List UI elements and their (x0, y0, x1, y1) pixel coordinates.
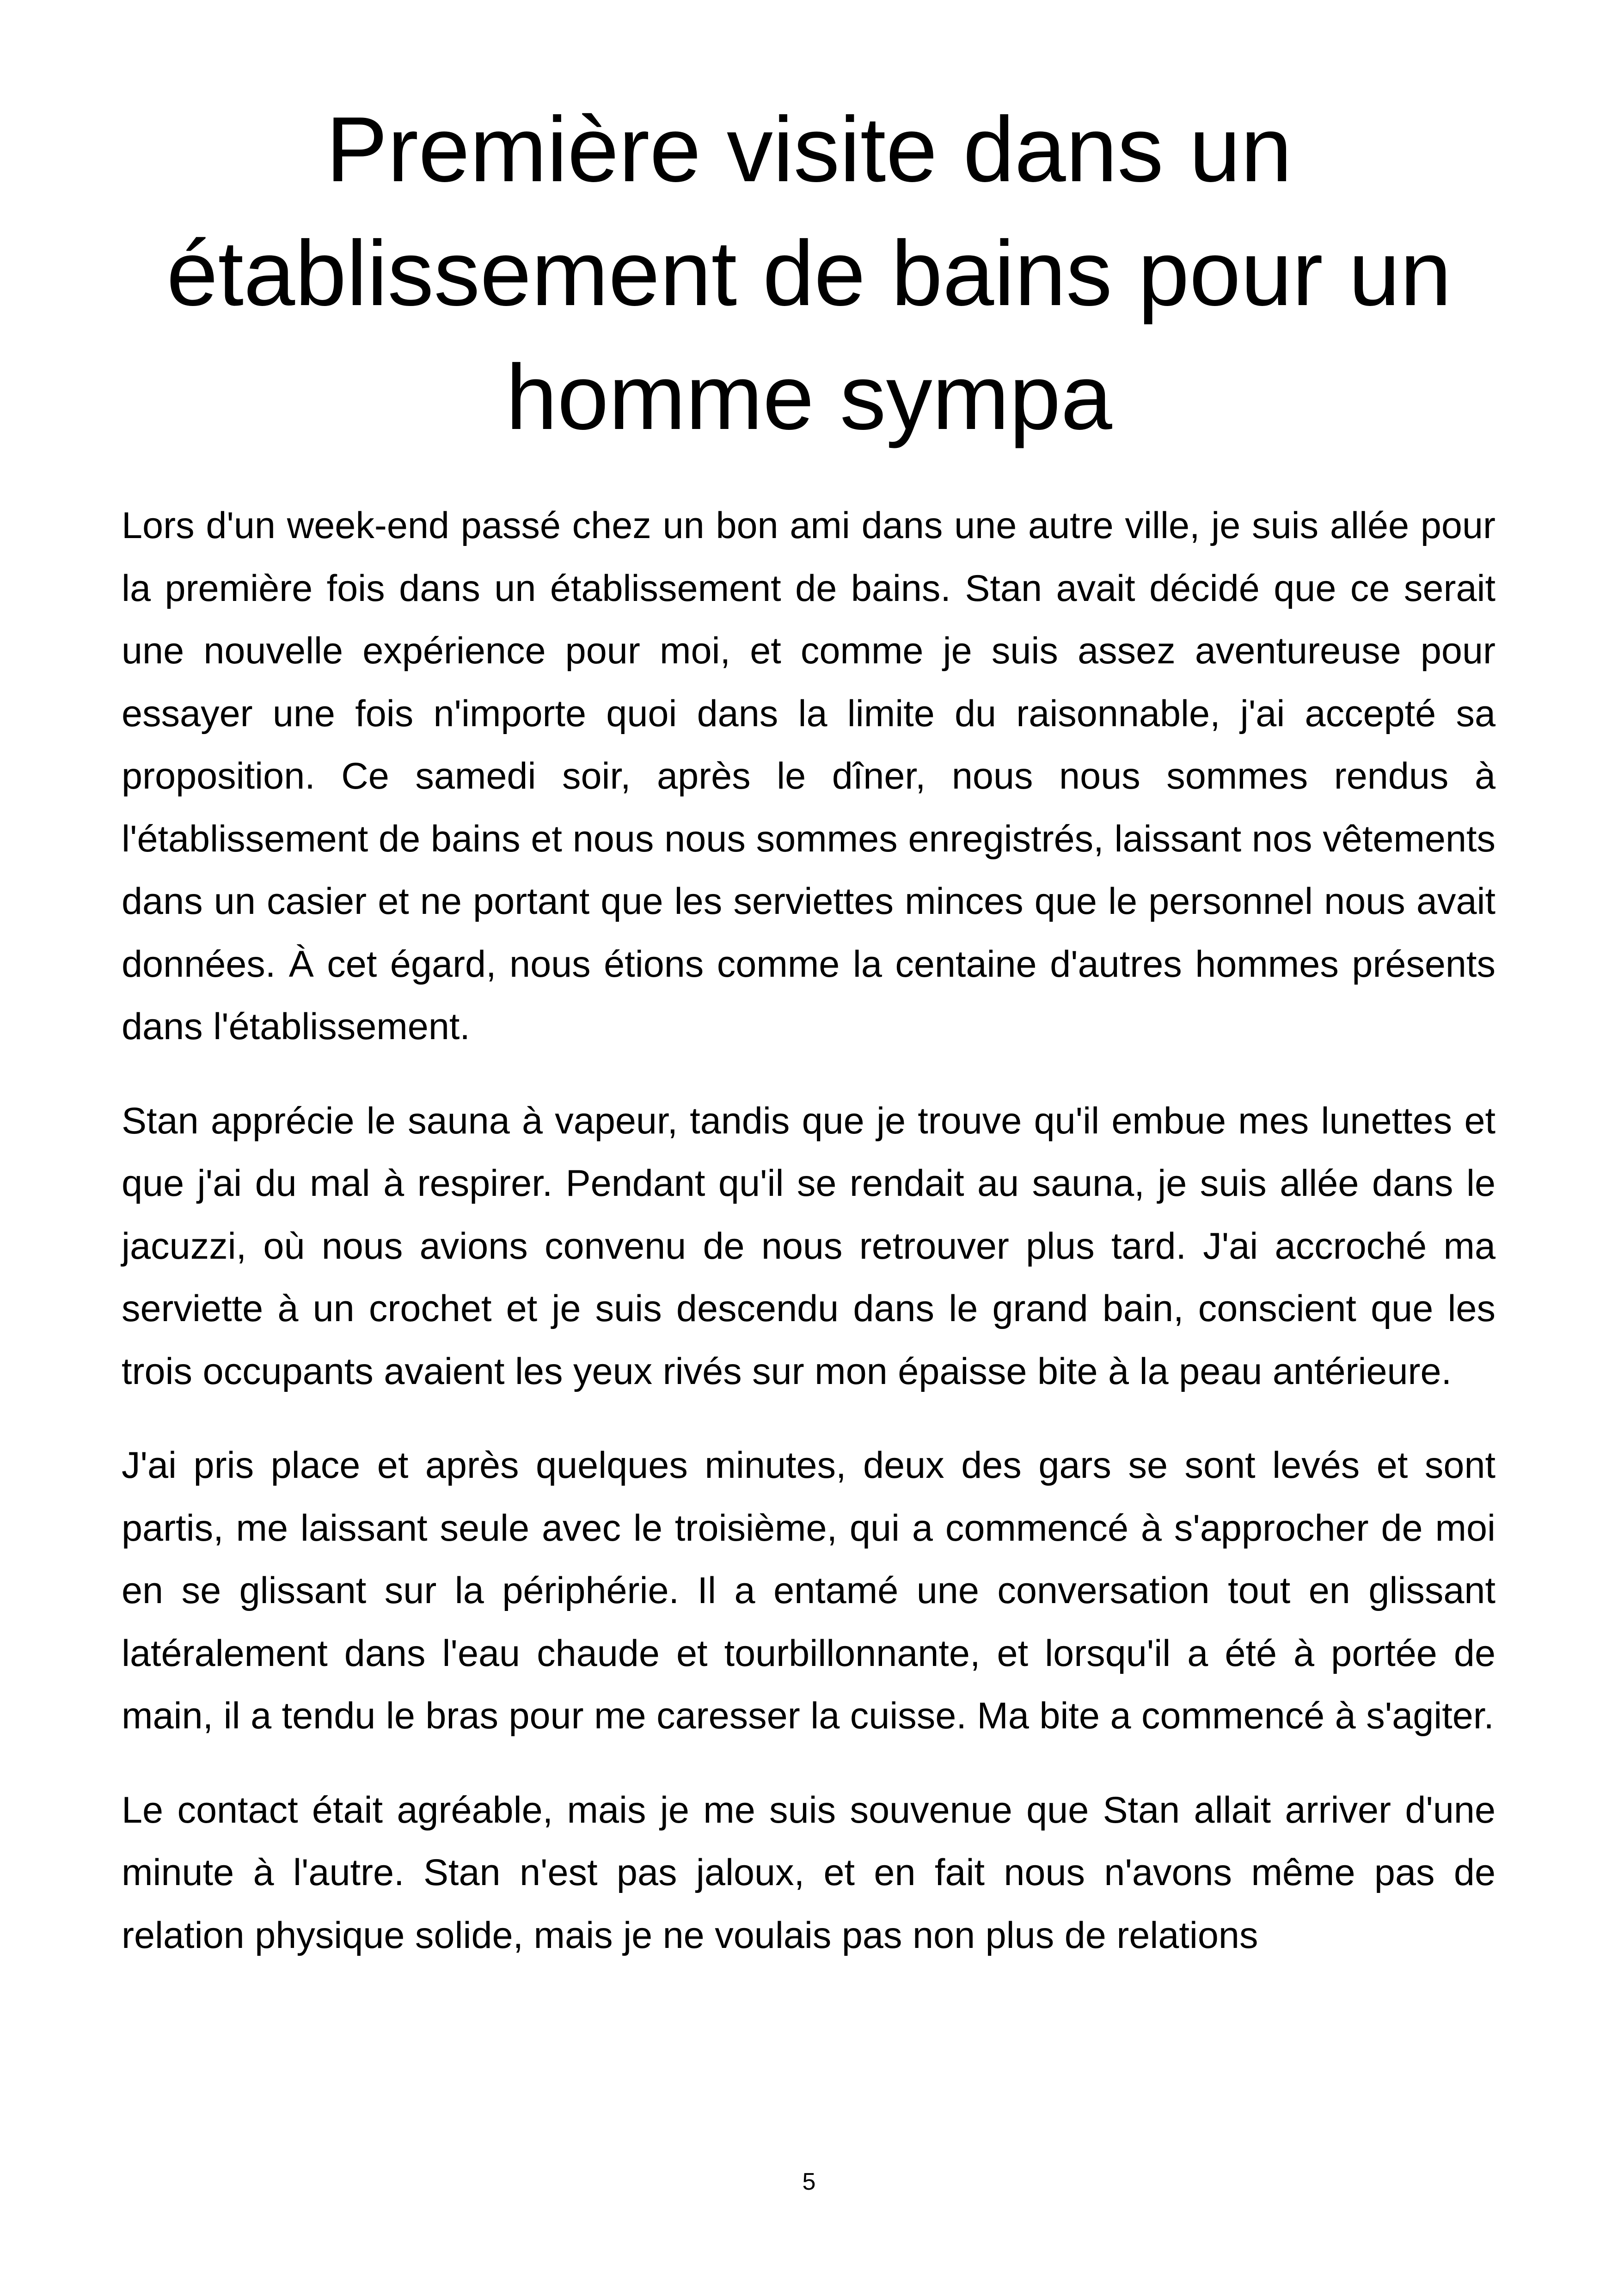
paragraph-3: J'ai pris place et après quelques minutes, deux des gars se sont levés et sont partis, me laissant seule avec le troisième, qui a commencé à s'approcher de moi en se glissant sur la périphérie. Il a entamé une conversation tout en glissant latéralement dans l'eau chaude et tourbillonnante, et lorsqu'il a été à portée de main, il a tendu le bras pour me caresser la cuisse. Ma bite a commencé à s'agiter. (122, 1445, 1495, 1737)
document-title: Première visite dans un établissement de bains pour un homme sympa (166, 98, 1452, 449)
paragraph-1: Lors d'un week-end passé chez un bon ami dans une autre ville, je suis allée pour la première fois dans un établissement de bains. Stan avait décidé que ce serait une nouvelle expérience pour moi, et comme je suis assez aventureuse pour essayer une fois n'importe quoi dans la limite du raisonnable, j'ai accepté sa proposition. Ce samedi soir, après le dîner, nous nous sommes rendus à l'établissement de bains et nous nous sommes enregistrés, laissant nos vêtements dans un casier et ne portant que les serviettes minces que le personnel nous avait données. À cet égard, nous étions comme la centaine d'autres hommes présents dans l'établissement. (122, 505, 1495, 1047)
page-number: 5 (802, 2168, 816, 2195)
paragraph-4: Le contact était agréable, mais je me suis souvenue que Stan allait arriver d'une minute à l'autre. Stan n'est pas jaloux, et en fait nous n'avons même pas de relation physique solide, mais je ne voulais pas non plus de relations (122, 1789, 1495, 1956)
paragraph-2: Stan apprécie le sauna à vapeur, tandis que je trouve qu'il embue mes lunettes et que j'ai du mal à respirer. Pendant qu'il se rendait au sauna, je suis allée dans le jacuzzi, où nous avions convenu de nous retrouver plus tard. J'ai accroché ma serviette à un crochet et je suis descendu dans le grand bain, conscient que les trois occupants avaient les yeux rivés sur mon épaisse bite à la peau antérieure. (122, 1100, 1495, 1392)
document-body (122, 495, 1495, 1967)
